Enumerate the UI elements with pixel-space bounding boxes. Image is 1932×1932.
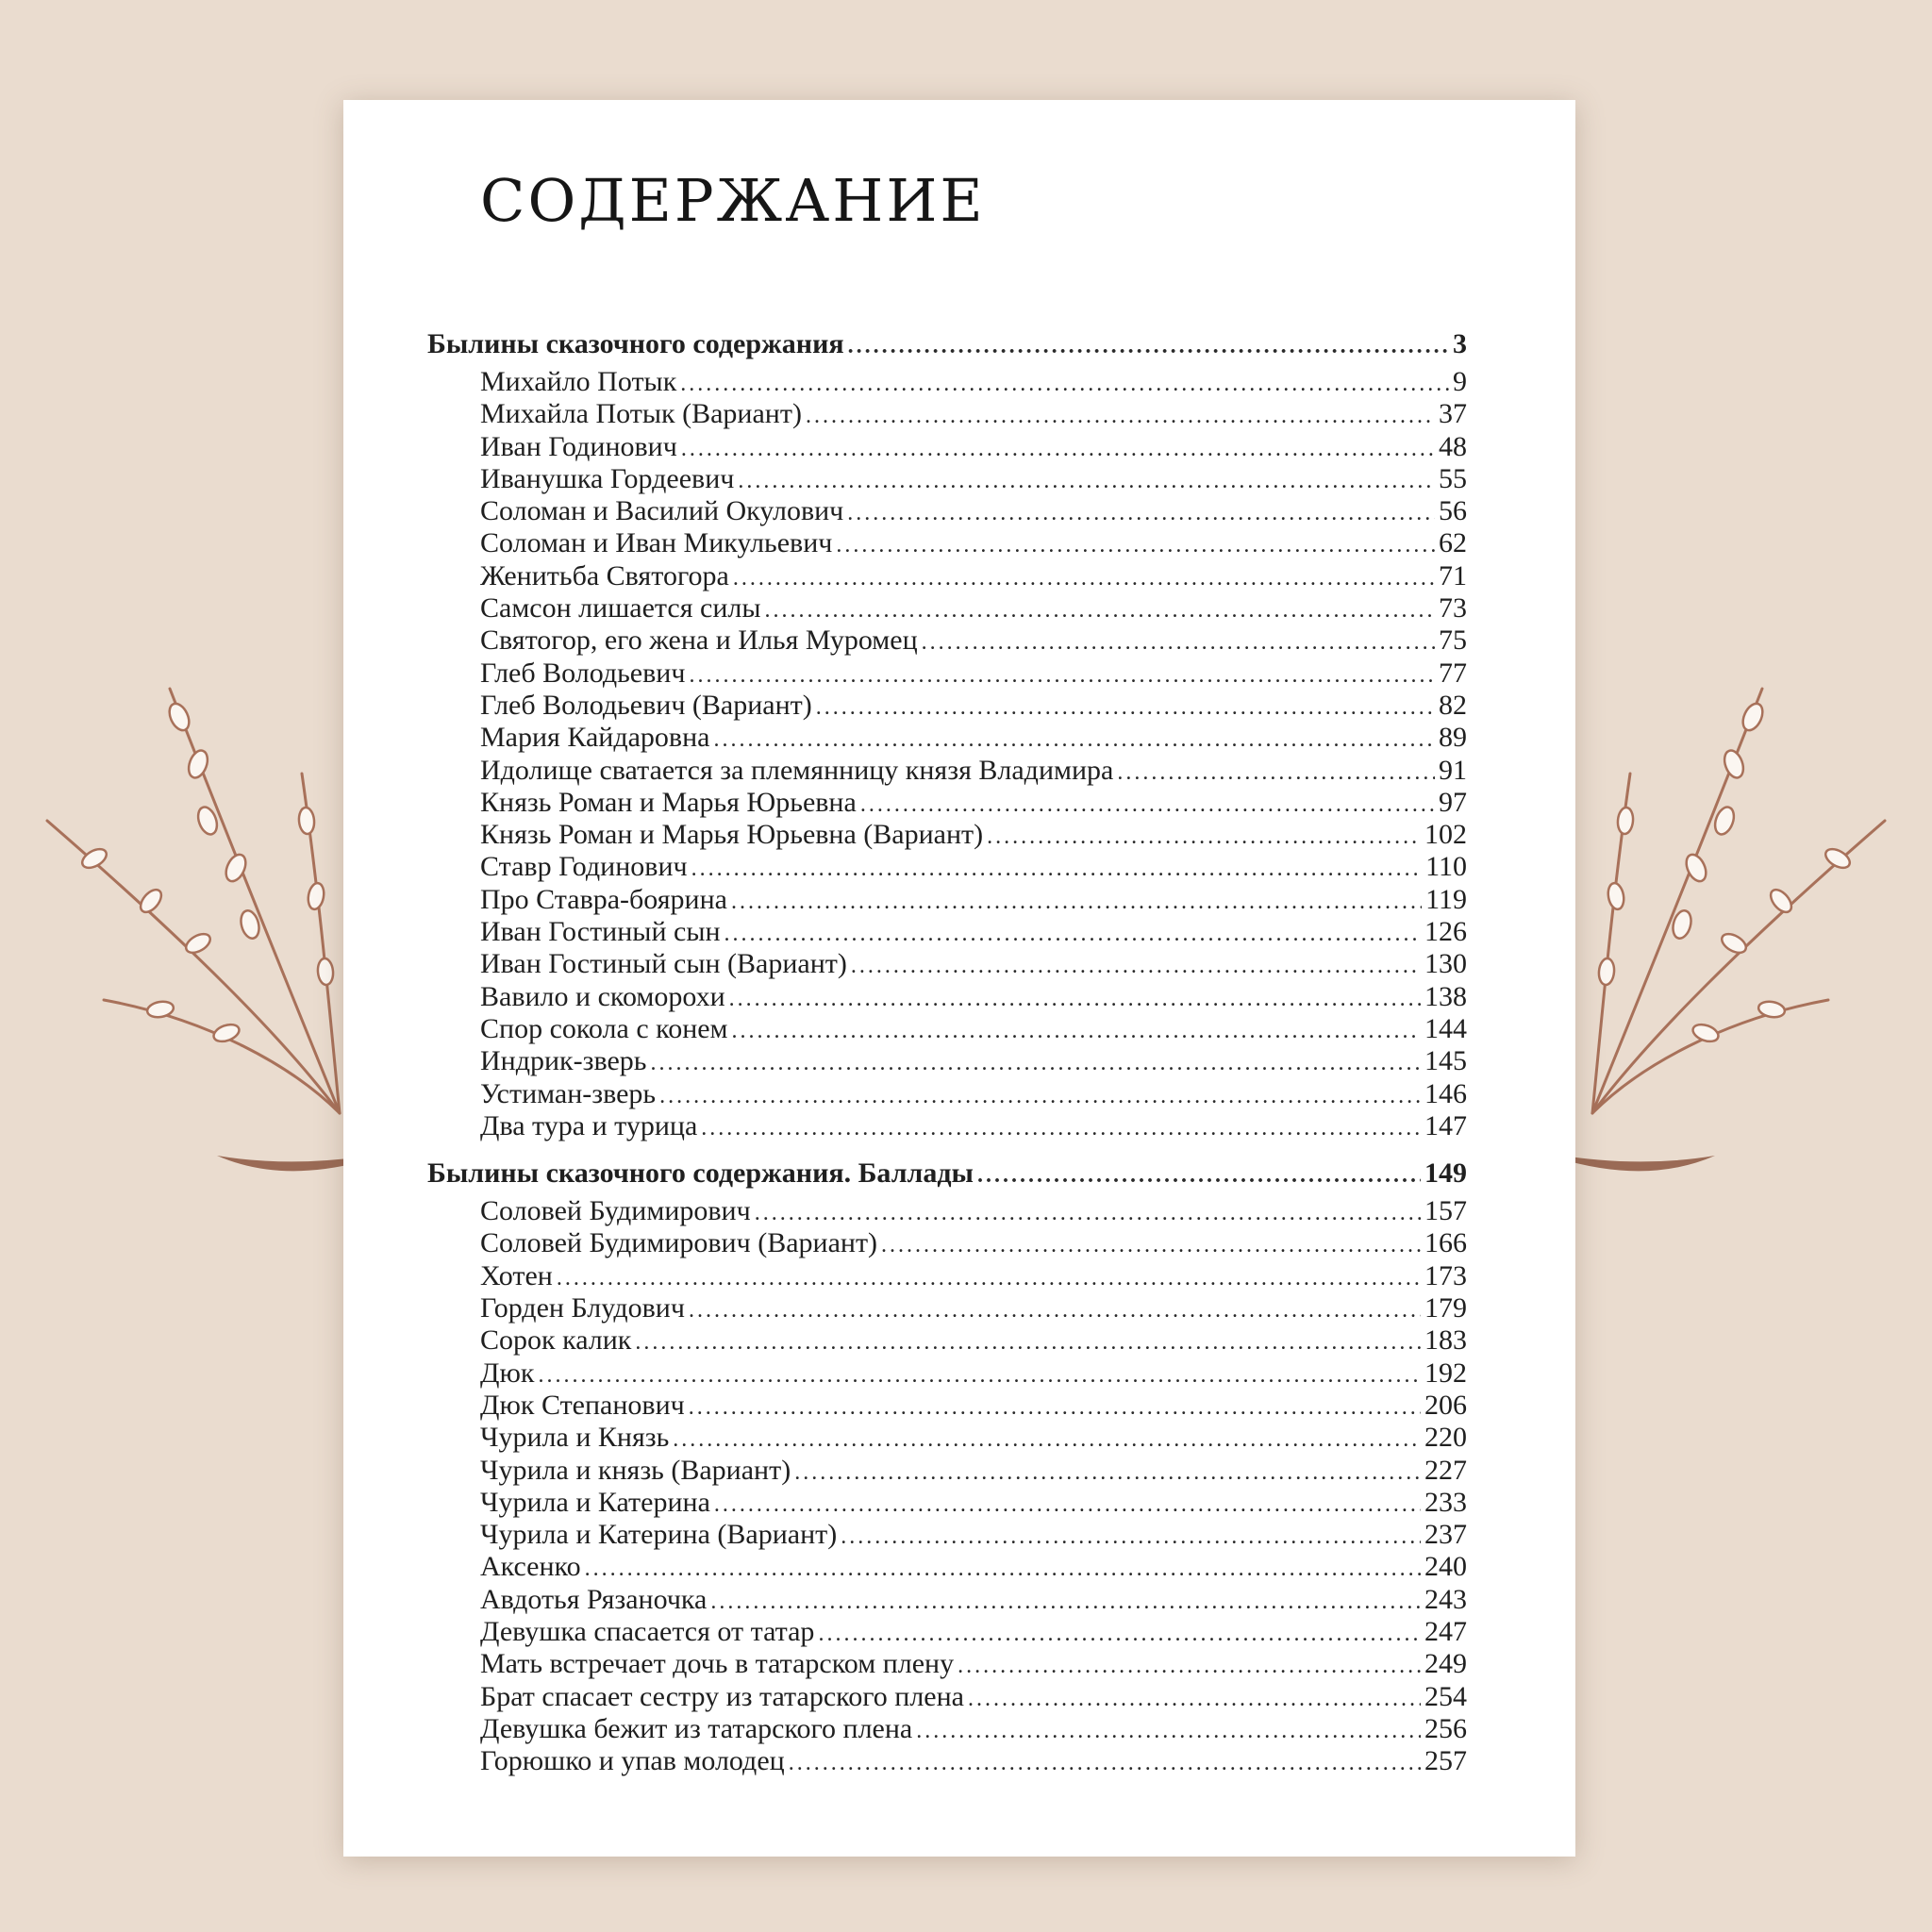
dot-leader [789, 1747, 1421, 1779]
toc-entry-page: 237 [1424, 1519, 1467, 1551]
toc-entry-title: Чурила и Катерина [480, 1486, 710, 1518]
toc-entry-page: 145 [1424, 1045, 1467, 1077]
toc-entry-title: Мария Кайдаровна [480, 722, 710, 754]
toc-entry-title: Иван Гостиный сын (Вариант) [480, 948, 847, 980]
toc-entry-title: Чурила и Князь [480, 1422, 670, 1454]
willow-branch-right-icon [1517, 660, 1913, 1189]
toc-entry[interactable] [427, 1519, 1467, 1551]
dot-leader [968, 1683, 1421, 1715]
toc-entry-page: 37 [1439, 398, 1467, 430]
toc-entry-page: 82 [1439, 689, 1467, 721]
toc-entry-title: Про Ставра-боярина [480, 883, 727, 915]
dot-leader [650, 1047, 1421, 1079]
toc-entry-title: Дюк Степанович [480, 1389, 685, 1421]
toc-heading-title: Былины сказочного содержания [427, 328, 844, 359]
toc-entry[interactable] [427, 560, 1467, 592]
toc-entry-title: Глеб Володьевич [480, 657, 686, 689]
toc-entry[interactable] [427, 463, 1467, 495]
toc-entry[interactable] [427, 1584, 1467, 1616]
toc-entry-title: Михайла Потык (Вариант) [480, 398, 802, 430]
toc-entry[interactable] [427, 1616, 1467, 1648]
toc-entry-page: 71 [1439, 559, 1467, 591]
dot-leader [851, 950, 1421, 982]
toc-heading-page: 3 [1453, 328, 1467, 359]
toc-entry-page: 119 [1425, 883, 1467, 915]
toc-entry[interactable] [427, 495, 1467, 527]
toc-entry-page: 138 [1424, 980, 1467, 1012]
toc-entry[interactable] [427, 1227, 1467, 1259]
toc-entry-page: 240 [1424, 1551, 1467, 1583]
toc-entry[interactable] [427, 1078, 1467, 1110]
toc-entry-page: 147 [1424, 1109, 1467, 1141]
toc-entry-page: 233 [1424, 1486, 1467, 1518]
toc-entry[interactable] [427, 1045, 1467, 1077]
toc-entry[interactable] [427, 1551, 1467, 1583]
toc-entry-page: 249 [1424, 1648, 1467, 1680]
dot-leader [731, 886, 1422, 918]
dot-leader [538, 1359, 1421, 1391]
toc-entry[interactable] [427, 1357, 1467, 1390]
toc-entry[interactable] [427, 366, 1467, 398]
toc-entry[interactable] [427, 1195, 1467, 1227]
toc-entry-page: 254 [1424, 1680, 1467, 1712]
toc-entry[interactable] [427, 625, 1467, 657]
toc-entry[interactable] [427, 1390, 1467, 1422]
dot-leader [691, 853, 1423, 885]
dot-leader [557, 1262, 1421, 1294]
toc-entry[interactable] [427, 690, 1467, 722]
dot-leader [680, 368, 1449, 400]
toc-entry-page: 102 [1424, 819, 1467, 851]
toc-entry-page: 144 [1424, 1012, 1467, 1044]
toc-entry[interactable] [427, 948, 1467, 980]
toc-entry-page: 247 [1424, 1615, 1467, 1647]
toc-entry-title: Иванушка Гордеевич [480, 462, 735, 494]
toc-entry-title: Хотен [480, 1259, 553, 1291]
dot-leader [701, 1112, 1421, 1144]
toc-entry-title: Глеб Володьевич (Вариант) [480, 689, 812, 721]
dot-leader [681, 433, 1435, 465]
toc-entry-page: 192 [1424, 1357, 1467, 1389]
toc-entry-page: 227 [1424, 1454, 1467, 1486]
toc-entry-title: Два тура и турица [480, 1109, 698, 1141]
toc-entry-page: 77 [1439, 657, 1467, 689]
table-of-contents [427, 323, 1467, 1777]
dot-leader [806, 400, 1435, 432]
dot-leader [713, 724, 1435, 756]
dot-leader [765, 594, 1435, 626]
toc-entry-title: Князь Роман и Марья Юрьевна [480, 786, 857, 818]
toc-entry-page: 97 [1439, 786, 1467, 818]
dot-leader [659, 1080, 1421, 1112]
toc-entry[interactable] [427, 916, 1467, 948]
toc-entry-page: 56 [1439, 495, 1467, 527]
dot-leader [922, 626, 1435, 658]
dot-leader [881, 1229, 1421, 1261]
toc-section [427, 1152, 1467, 1777]
toc-entry-page: 62 [1439, 527, 1467, 559]
toc-entry[interactable] [427, 884, 1467, 916]
toc-entry-title: Горден Блудович [480, 1292, 685, 1324]
toc-entry[interactable] [427, 592, 1467, 625]
toc-entry[interactable] [427, 1648, 1467, 1680]
toc-entry-title: Чурила и князь (Вариант) [480, 1454, 791, 1486]
toc-entry-page: 257 [1424, 1745, 1467, 1777]
toc-entry-page: 91 [1439, 754, 1467, 786]
book-page [343, 100, 1575, 1857]
toc-entry-page: 206 [1424, 1389, 1467, 1421]
dot-leader [585, 1553, 1421, 1585]
dot-leader [724, 918, 1421, 950]
dot-leader [733, 562, 1435, 594]
toc-entry-title: Иван Годинович [480, 430, 677, 462]
toc-entry-page: 9 [1453, 366, 1467, 397]
toc-entry-page: 75 [1439, 625, 1467, 657]
toc-entry-page: 73 [1439, 592, 1467, 625]
dot-leader [841, 1521, 1421, 1553]
toc-entry-page: 126 [1424, 916, 1467, 948]
toc-entry-title: Ставр Годинович [480, 851, 688, 883]
dot-leader [847, 497, 1435, 529]
toc-entry-page: 166 [1424, 1227, 1467, 1259]
toc-entry[interactable] [427, 851, 1467, 883]
toc-entry[interactable] [427, 787, 1467, 819]
toc-heading-title: Былины сказочного содержания. Баллады [427, 1158, 974, 1190]
toc-entry-title: Святогор, его жена и Илья Муромец [480, 625, 918, 657]
toc-entry[interactable] [427, 398, 1467, 430]
toc-entry-page: 183 [1424, 1324, 1467, 1357]
toc-entry[interactable] [427, 1324, 1467, 1357]
toc-entry[interactable] [427, 722, 1467, 754]
toc-entry[interactable] [427, 1487, 1467, 1519]
toc-entry-title: Девушка бежит из татарского плена [480, 1712, 913, 1744]
toc-entry-title: Михайло Потык [480, 366, 677, 397]
toc-entry-page: 256 [1424, 1712, 1467, 1744]
toc-entry[interactable] [427, 1260, 1467, 1292]
dot-leader [689, 1294, 1421, 1326]
toc-entry-title: Соловей Будимирович (Вариант) [480, 1227, 878, 1259]
toc-entry[interactable] [427, 658, 1467, 690]
toc-entry[interactable] [427, 1110, 1467, 1142]
toc-entry-title: Идолище сватается за племянницу князя Владимира [480, 754, 1114, 786]
toc-entry[interactable] [427, 981, 1467, 1013]
toc-entry-page: 220 [1424, 1422, 1467, 1454]
dot-leader [714, 1489, 1421, 1521]
toc-entry[interactable] [427, 1713, 1467, 1745]
toc-entry[interactable] [427, 1681, 1467, 1713]
toc-entry-page: 173 [1424, 1259, 1467, 1291]
toc-entry[interactable] [427, 1455, 1467, 1487]
toc-entry-title: Женитьба Святогора [480, 559, 729, 591]
dot-leader [732, 1015, 1421, 1047]
dot-leader [710, 1586, 1421, 1618]
dot-leader [916, 1715, 1421, 1747]
toc-entry-title: Сорок калик [480, 1324, 632, 1357]
toc-entry-title: Чурила и Катерина (Вариант) [480, 1519, 838, 1551]
toc-entry-title: Аксенко [480, 1551, 581, 1583]
toc-entry-page: 157 [1424, 1195, 1467, 1227]
toc-entry-title: Соломан и Иван Микульевич [480, 527, 833, 559]
dot-leader [848, 325, 1449, 368]
dot-leader [755, 1197, 1421, 1229]
toc-section [427, 323, 1467, 1142]
dot-leader [635, 1326, 1421, 1358]
toc-entry-page: 55 [1439, 462, 1467, 494]
toc-entry[interactable] [427, 527, 1467, 559]
toc-section-heading[interactable] [427, 1152, 1467, 1195]
toc-entry[interactable] [427, 819, 1467, 851]
toc-entry-title: Иван Гостиный сын [480, 916, 721, 948]
toc-entry-title: Горюшко и упав молодец [480, 1745, 785, 1777]
toc-entry-title: Индрик-зверь [480, 1045, 647, 1077]
toc-entry-title: Устиман-зверь [480, 1077, 657, 1109]
toc-entry-page: 130 [1424, 948, 1467, 980]
page-title: СОДЕРЖАНИЕ [480, 166, 986, 235]
toc-section-heading[interactable] [427, 323, 1467, 366]
toc-entry-page: 48 [1439, 430, 1467, 462]
toc-entry-title: Мать встречает дочь в татарском плену [480, 1648, 955, 1680]
dot-leader [794, 1457, 1421, 1489]
toc-entry-page: 89 [1439, 722, 1467, 754]
toc-entry-title: Вавило и скоморохи [480, 980, 725, 1012]
dot-leader [836, 529, 1435, 561]
toc-entry[interactable] [427, 431, 1467, 463]
dot-leader [673, 1424, 1421, 1456]
toc-entry-title: Самсон лишается силы [480, 592, 761, 625]
dot-leader [860, 789, 1435, 821]
toc-entry-title: Авдотья Рязаночка [480, 1583, 708, 1615]
toc-entry[interactable] [427, 1292, 1467, 1324]
dot-leader [689, 659, 1435, 691]
dot-leader [738, 465, 1435, 497]
toc-entry[interactable] [427, 755, 1467, 787]
dot-leader [977, 1154, 1421, 1197]
dot-leader [729, 983, 1421, 1015]
toc-entry-title: Соломан и Василий Окулович [480, 495, 844, 527]
toc-entry[interactable] [427, 1422, 1467, 1454]
toc-entry-title: Девушка спасается от татар [480, 1615, 815, 1647]
toc-entry-title: Дюк [480, 1357, 535, 1389]
dot-leader [958, 1650, 1421, 1682]
toc-entry-page: 110 [1425, 851, 1467, 883]
dot-leader [816, 691, 1435, 724]
toc-entry-title: Спор сокола с конем [480, 1012, 728, 1044]
dot-leader [1117, 757, 1435, 789]
toc-entry-page: 179 [1424, 1292, 1467, 1324]
toc-entry-page: 243 [1424, 1583, 1467, 1615]
toc-entry-title: Брат спасает сестру из татарского плена [480, 1680, 964, 1712]
toc-heading-page: 149 [1424, 1158, 1467, 1190]
toc-entry[interactable] [427, 1013, 1467, 1045]
toc-entry[interactable] [427, 1745, 1467, 1777]
toc-entry-title: Князь Роман и Марья Юрьевна (Вариант) [480, 819, 984, 851]
dot-leader [987, 821, 1421, 853]
dot-leader [818, 1618, 1421, 1650]
dot-leader [689, 1391, 1421, 1424]
toc-entry-page: 146 [1424, 1077, 1467, 1109]
toc-entry-title: Соловей Будимирович [480, 1195, 751, 1227]
